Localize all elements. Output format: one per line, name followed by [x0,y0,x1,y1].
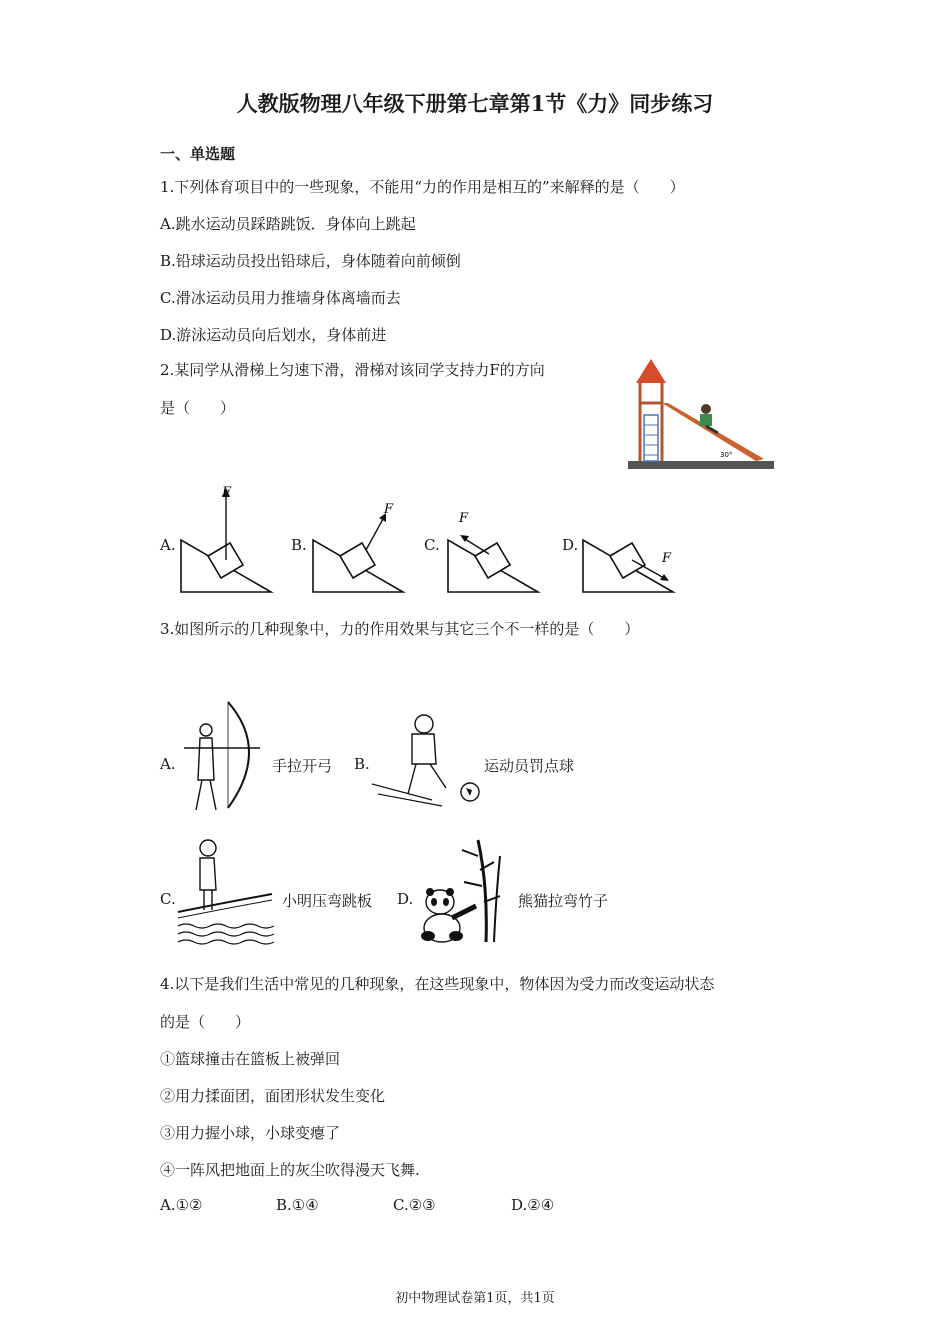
q4-item-3: ③用力握小球，小球变瘪了 [160,1124,341,1142]
q4-item-1: ①篮球撞击在篮板上被弹回 [160,1050,341,1068]
q2-option-b-figure[interactable] [310,492,406,594]
panda-bamboo-figure[interactable] [414,836,506,944]
q4-stem-line2: 的是（ ） [160,1013,251,1031]
q3-option-a-label[interactable]: A. [160,755,176,773]
q4-option-b[interactable]: B.①④ [276,1196,319,1214]
slide-angle-label: 30° [720,451,733,459]
q2-option-d-label[interactable]: D. [562,536,579,554]
q1-option-b[interactable]: B.铅球运动员投出铅球后，身体随着向前倾倒 [160,252,461,270]
q3-option-c-text: 小明压弯跳板 [282,892,373,910]
archer-figure[interactable] [178,700,266,812]
q3-option-b-label[interactable]: B. [354,755,370,773]
q3-option-a-text: 手拉开弓 [272,757,333,775]
q1-option-c[interactable]: C.滑冰运动员用力推墙身体离墙而去 [160,289,401,307]
q4-option-d[interactable]: D.②④ [511,1196,555,1214]
q3-stem: 3.如图所示的几种现象中，力的作用效果与其它三个不一样的是（ ） [160,620,640,638]
force-label-c: F [459,511,469,526]
page-title: 人教版物理八年级下册第七章第1节《力》同步练习 [236,91,714,116]
q4-option-a[interactable]: A.①② [160,1196,203,1214]
q1-option-a[interactable]: A.跳水运动员踩踏跳饭．身体向上跳起 [160,215,416,233]
q2-option-d-figure[interactable] [580,502,690,594]
q2-option-a-figure[interactable] [178,482,274,594]
force-label-d: F [662,551,672,566]
q2-stem-line1: 2.某同学从滑梯上匀速下滑，滑梯对该同学支持力F的方向 [160,361,545,379]
penalty-kick-figure[interactable] [372,710,484,810]
page-footer: 初中物理试卷第1页，共1页 [395,1291,555,1306]
q2-option-b-label[interactable]: B. [291,536,307,554]
q4-item-4: ④一阵风把地面上的灰尘吹得漫天飞舞. [160,1161,420,1179]
force-label-a: F [222,485,232,500]
q4-option-c[interactable]: C.②③ [393,1196,436,1214]
q2-option-c-figure[interactable] [445,502,541,594]
q1-stem: 1.下列体育项目中的一些现象，不能用“力的作用是相互的”来解释的是（ ） [160,178,685,196]
q3-option-d-label[interactable]: D. [397,890,414,908]
diving-board-figure[interactable] [178,832,274,944]
q3-option-c-label[interactable]: C. [160,890,176,908]
q3-option-b-text: 运动员罚点球 [484,757,575,775]
q4-item-2: ②用力揉面团，面团形状发生变化 [160,1087,386,1105]
q2-option-c-label[interactable]: C. [424,536,440,554]
q3-option-d-text: 熊猫拉弯竹子 [518,892,609,910]
section-heading: 一、单选题 [160,145,236,163]
q1-option-d[interactable]: D.游泳运动员向后划水，身体前进 [160,326,387,344]
q4-stem-line1: 4.以下是我们生活中常见的几种现象，在这些现象中，物体因为受力而改变运动状态 [160,975,715,993]
q2-option-a-label[interactable]: A. [160,536,176,554]
q2-stem-line2: 是（ ） [160,399,236,417]
force-label-b: F [384,502,394,517]
slide-illustration [626,355,776,475]
